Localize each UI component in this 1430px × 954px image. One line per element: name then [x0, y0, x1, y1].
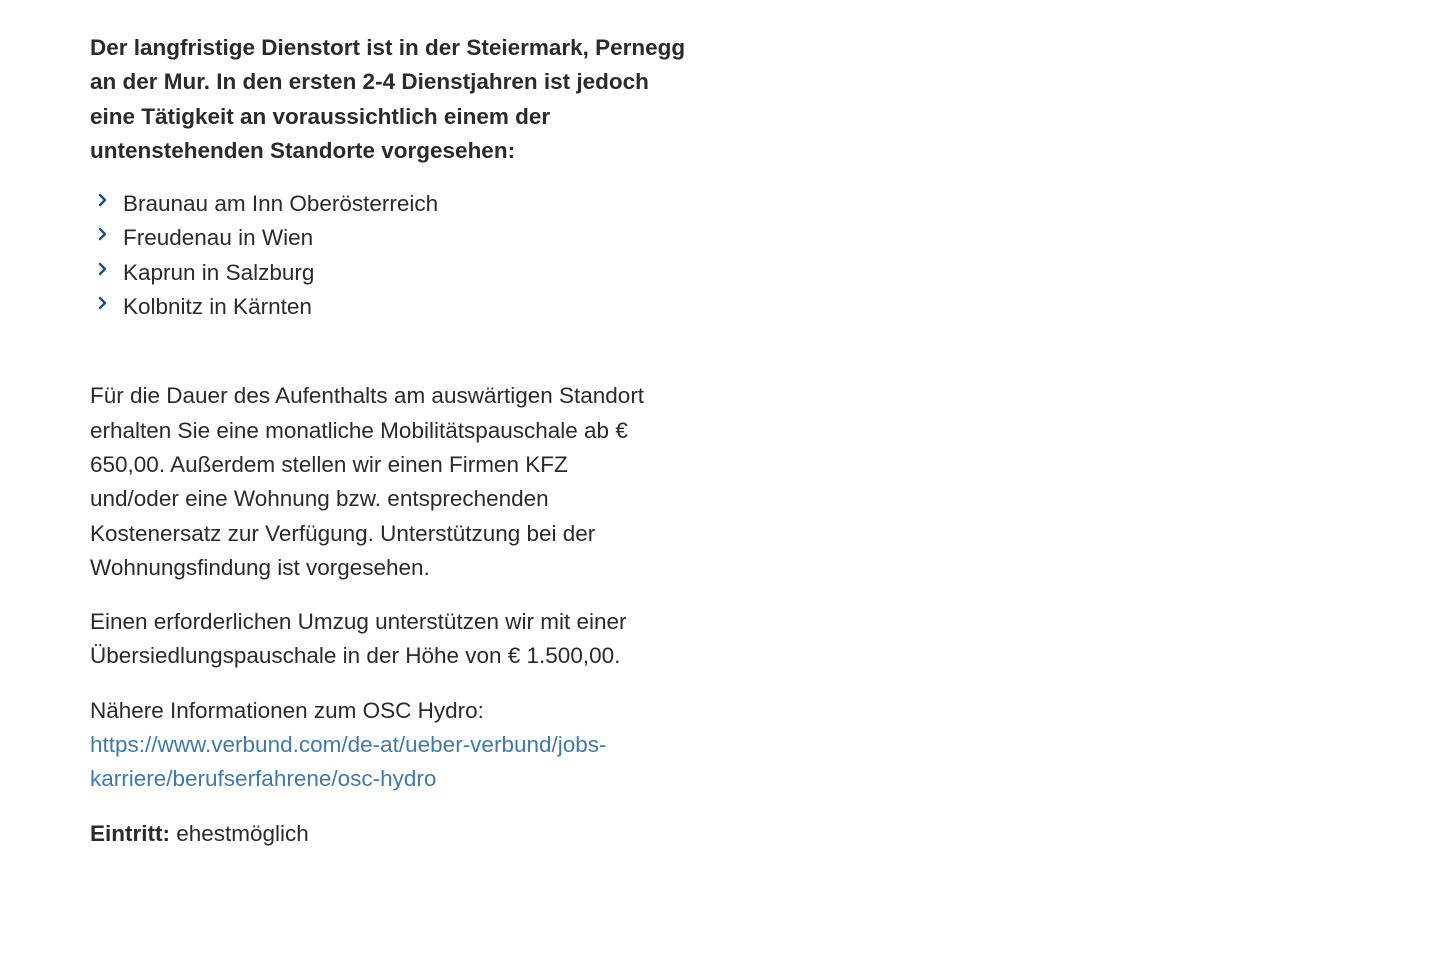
- chevron-right-icon: [96, 256, 110, 290]
- location-intro: Der langfristige Dienstort ist in der Steiermark, Pernegg an der Mur. In den ersten 2-4 Dienstjahren ist jedoch eine Tätigkeit an voraussichtlich einem der untenstehenden Standorte vorgesehen:: [90, 35, 686, 163]
- start-date: [90, 817, 690, 851]
- list-item: [90, 256, 690, 290]
- chevron-right-icon: [96, 290, 110, 324]
- chevron-right-icon: [96, 221, 110, 255]
- start-label: Eintritt:: [90, 820, 170, 846]
- location-label: Freudenau in Wien: [123, 225, 314, 251]
- info-prefix: Nähere Informationen zum OSC Hydro:: [90, 697, 484, 723]
- location-label: Kaprun in Salzburg: [123, 259, 315, 285]
- location-label: Braunau am Inn Oberösterreich: [123, 191, 439, 217]
- info-paragraph: [90, 694, 650, 797]
- mobility-paragraph: Für die Dauer des Aufenthalts am auswärtigen Standort erhalten Sie eine monatliche Mobilitätspauschale ab € 650,00. Außerdem stellen wir einen Firmen KFZ und/oder eine Wohnung bzw. entsprechenden Kostenersatz zur Verfügung. Unterstützung bei der Wohnungsfindung ist vorgesehen.: [90, 383, 645, 580]
- list-item: [90, 187, 690, 221]
- list-item: [90, 221, 690, 255]
- relocation-paragraph: Einen erforderlichen Umzug unterstützen wir mit einer Übersiedlungspauschale in der Höhe von € 1.500,00.: [90, 609, 627, 669]
- location-label: Kolbnitz in Kärnten: [123, 294, 312, 320]
- chevron-right-icon: [96, 187, 110, 221]
- osc-hydro-link[interactable]: https://www.verbund.com/de-at/ueber-verbund/jobs-karriere/berufserfahrene/osc-hydro: [90, 732, 607, 792]
- list-item: [90, 290, 690, 324]
- location-list: [90, 187, 690, 324]
- job-description: [90, 31, 690, 851]
- start-value: ehestmöglich: [169, 820, 309, 846]
